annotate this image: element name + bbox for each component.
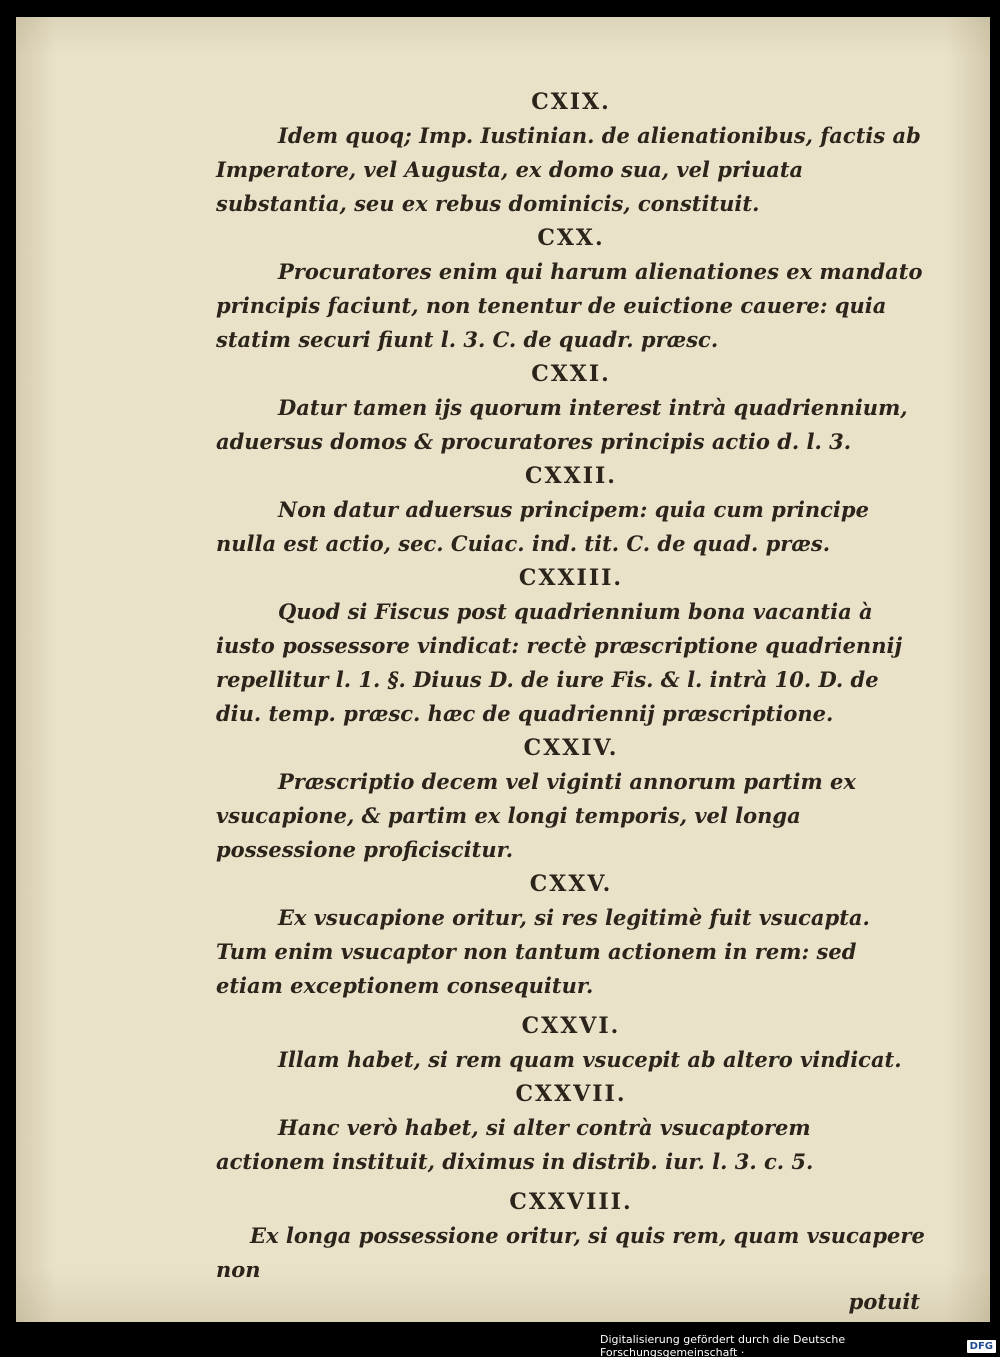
section-heading: CXXII. [525, 463, 617, 489]
section-heading: CXXVII. [515, 1081, 627, 1107]
section-paragraph: Præscriptio decem vel viginti annorum partim ex vsucapione, & partim ex longi temporis, vel longa possessione proficiscitur. [216, 769, 856, 862]
section-paragraph: Quod si Fiscus post quadriennium bona vacantia à iusto possessore vindicat: rectè præscriptione quadriennij repellitur l. 1. §. Diuus D. de iure Fis. & l. intrà 10. D. de diu. temp. præsc. hæc de quadriennij præscriptione. [216, 599, 903, 726]
section-paragraph: Idem quoq; Imp. Iustinian. de alienationibus, factis ab Imperatore, vel Augusta, ex domo sua, vel priuata substantia, seu ex rebus dominicis, constituit. [216, 123, 921, 216]
section-paragraph: Hanc verò habet, si alter contrà vsucaptorem actionem instituit, diximus in distrib. iur. l. 3. c. 5. [216, 1115, 814, 1174]
dfg-logo: DFG [967, 1340, 996, 1353]
section-paragraph: Non datur aduersus principem: quia cum principe nulla est actio, sec. Cuiac. ind. tit. C. de quad. præs. [216, 497, 869, 556]
section-heading: CXXI. [531, 361, 611, 387]
section-paragraph: Illam habet, si rem quam vsucepit ab altero vindicat. [278, 1047, 902, 1072]
section-paragraph: Ex longa possessione oritur, si quis rem, quam vsucapere non [216, 1223, 925, 1282]
section-heading: CXXV. [529, 871, 613, 897]
section-heading: CXXVI. [521, 1013, 621, 1039]
funding-text: Digitalisierung gefördert durch die Deutsche Forschungsgemeinschaft · [600, 1333, 846, 1357]
section-heading: CXIX. [531, 89, 611, 115]
catchword: potuit [848, 1289, 920, 1314]
section-heading: CXXIII. [518, 565, 624, 591]
section-paragraph: Procuratores enim qui harum alienationes ex mandato principis faciunt, non tenentur de euictione cauere: quia statim securi fiunt l. 3. C. de quadr. præsc. [216, 259, 923, 352]
page-text-block [216, 85, 926, 1317]
book-page [16, 17, 990, 1322]
section-heading: CXXVIII. [509, 1189, 633, 1215]
funding-footer [600, 1333, 996, 1357]
section-heading: CXX. [537, 225, 605, 251]
section-paragraph: Datur tamen ijs quorum interest intrà quadriennium, aduersus domos & procuratores principis actio d. l. 3. [216, 395, 908, 454]
section-heading: CXXIV. [523, 735, 619, 761]
section-paragraph: Ex vsucapione oritur, si res legitimè fuit vsucapta. Tum enim vsucaptor non tantum actionem in rem: sed etiam exceptionem consequitur. [216, 905, 870, 998]
